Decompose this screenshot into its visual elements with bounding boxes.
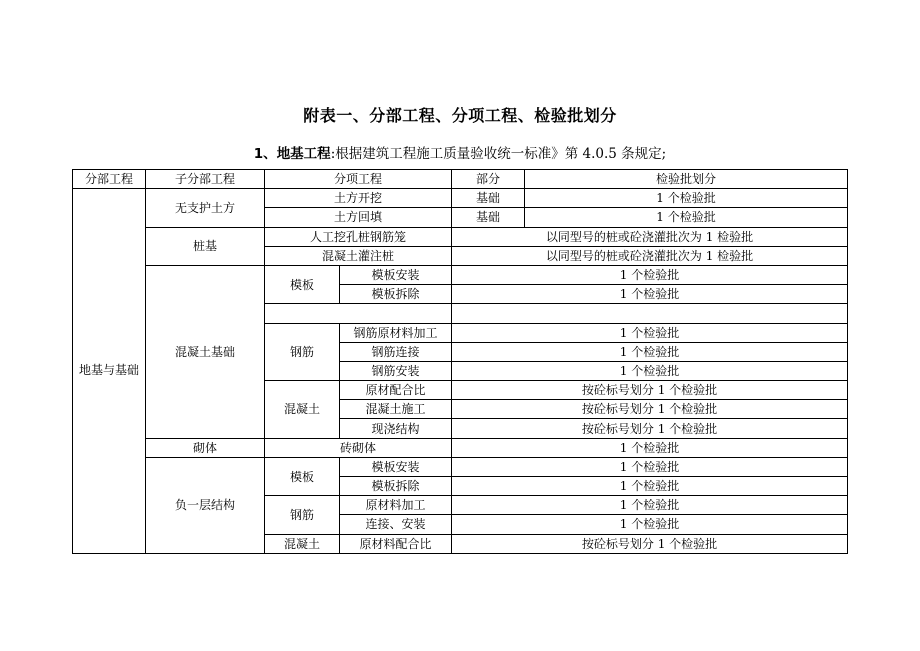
batch-cell: 1 个检验批 [452, 457, 848, 476]
item-cell: 现浇结构 [340, 419, 452, 438]
header-division: 分部工程 [73, 170, 146, 189]
section-number: 1、 [253, 146, 277, 162]
item-cell: 土方开挖 [265, 189, 452, 208]
table-row [73, 457, 848, 476]
batch-cell: 1 个检验批 [452, 361, 848, 380]
subdivision-cell: 无支护土方 [146, 189, 265, 227]
header-subdivision: 子分部工程 [146, 170, 265, 189]
batch-cell: 1 个检验批 [452, 515, 848, 534]
item-cell: 原材料加工 [340, 496, 452, 515]
subdivision-cell: 砌体 [146, 438, 265, 457]
item-cell: 原材配合比 [340, 381, 452, 400]
part-cell: 基础 [452, 208, 525, 227]
empty-cell [452, 304, 848, 323]
item-cell: 人工挖孔桩钢筋笼 [265, 227, 452, 246]
item-cell: 模板安装 [340, 265, 452, 284]
batch-cell: 1 个检验批 [452, 477, 848, 496]
section-heading [0, 142, 920, 162]
batch-cell: 1 个检验批 [525, 189, 848, 208]
batch-cell: 按砼标号划分 1 个检验批 [452, 534, 848, 553]
item-cell: 钢筋原材料加工 [340, 323, 452, 342]
header-part: 部分 [452, 170, 525, 189]
item-cell: 模板拆除 [340, 285, 452, 304]
batch-cell: 1 个检验批 [525, 208, 848, 227]
batch-cell: 1 个检验批 [452, 265, 848, 284]
section-description: :根据建筑工程施工质量验收统一标准》第 4.0.5 条规定; [330, 146, 667, 162]
batch-cell: 按砼标号划分 1 个检验批 [452, 381, 848, 400]
category-cell: 钢筋 [265, 323, 340, 381]
item-cell: 钢筋连接 [340, 342, 452, 361]
item-cell: 模板拆除 [340, 477, 452, 496]
page-title: 附表一、分部工程、分项工程、检验批划分 [303, 106, 617, 125]
item-cell: 连接、安装 [340, 515, 452, 534]
batch-cell: 1 个检验批 [452, 496, 848, 515]
subdivision-cell: 桩基 [146, 227, 265, 265]
item-cell: 混凝土施工 [340, 400, 452, 419]
table-row [73, 265, 848, 284]
table-row [73, 227, 848, 246]
category-cell: 模板 [265, 457, 340, 495]
table-row [73, 189, 848, 208]
subdivision-cell: 负一层结构 [146, 457, 265, 553]
division-cell: 地基与基础 [73, 189, 146, 554]
header-batch: 检验批划分 [525, 170, 848, 189]
item-cell: 土方回填 [265, 208, 452, 227]
category-cell: 混凝土 [265, 534, 340, 553]
section-name: 地基工程 [276, 146, 331, 162]
empty-cell [265, 304, 452, 323]
batch-cell: 1 个检验批 [452, 285, 848, 304]
item-cell: 钢筋安装 [340, 361, 452, 380]
category-cell: 混凝土 [265, 381, 340, 439]
batch-cell: 1 个检验批 [452, 342, 848, 361]
category-cell: 模板 [265, 265, 340, 303]
batch-cell: 以同型号的桩或砼浇灌批次为 1 检验批 [452, 227, 848, 246]
item-cell: 模板安装 [340, 457, 452, 476]
batch-cell: 以同型号的桩或砼浇灌批次为 1 检验批 [452, 246, 848, 265]
batch-cell: 按砼标号划分 1 个检验批 [452, 419, 848, 438]
batch-cell: 按砼标号划分 1 个检验批 [452, 400, 848, 419]
item-cell: 混凝土灌注桩 [265, 246, 452, 265]
table-row [73, 438, 848, 457]
table-header-row [73, 170, 848, 189]
subdivision-cell: 混凝土基础 [146, 265, 265, 438]
batch-cell: 1 个检验批 [452, 438, 848, 457]
batch-cell: 1 个检验批 [452, 323, 848, 342]
inspection-batch-table [72, 169, 848, 554]
item-cell: 原材料配合比 [340, 534, 452, 553]
category-cell: 钢筋 [265, 496, 340, 534]
header-item: 分项工程 [265, 170, 452, 189]
item-cell: 砖砌体 [265, 438, 452, 457]
part-cell: 基础 [452, 189, 525, 208]
